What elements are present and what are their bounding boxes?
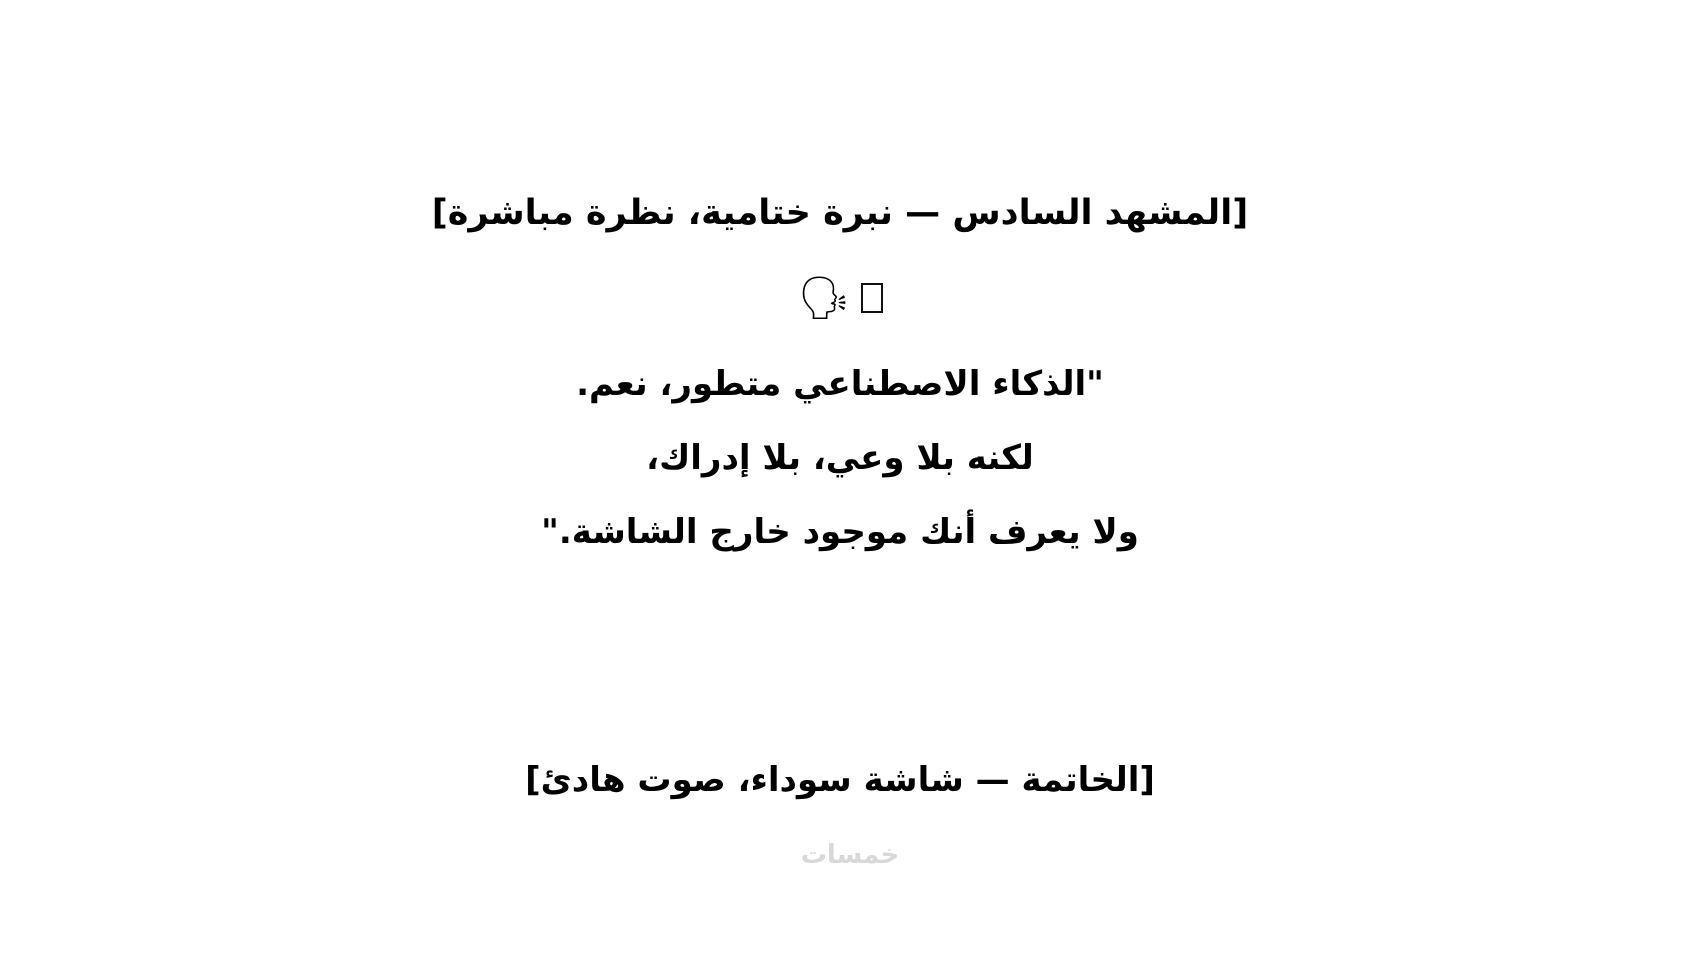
quote-line-3: ولا يعرف أنك موجود خارج الشاشة." [541, 512, 1139, 552]
closing-heading: [الخاتمة — شاشة سوداء، صوت هادئ] [525, 760, 1155, 800]
quote-line-2: لكنه بلا وعي، بلا إدراك، [646, 438, 1034, 478]
watermark: خمسات [800, 840, 900, 870]
speaker-line [360, 273, 1320, 322]
quote-line-1: "الذكاء الاصطناعي متطور، نعم. [576, 364, 1104, 404]
scene-heading: [المشهد السادس — نبرة ختامية، نظرة مباشرة] [431, 193, 1249, 233]
missing-glyph-box-icon [861, 283, 883, 313]
person-speaking-icon: 🗣 [797, 273, 851, 322]
